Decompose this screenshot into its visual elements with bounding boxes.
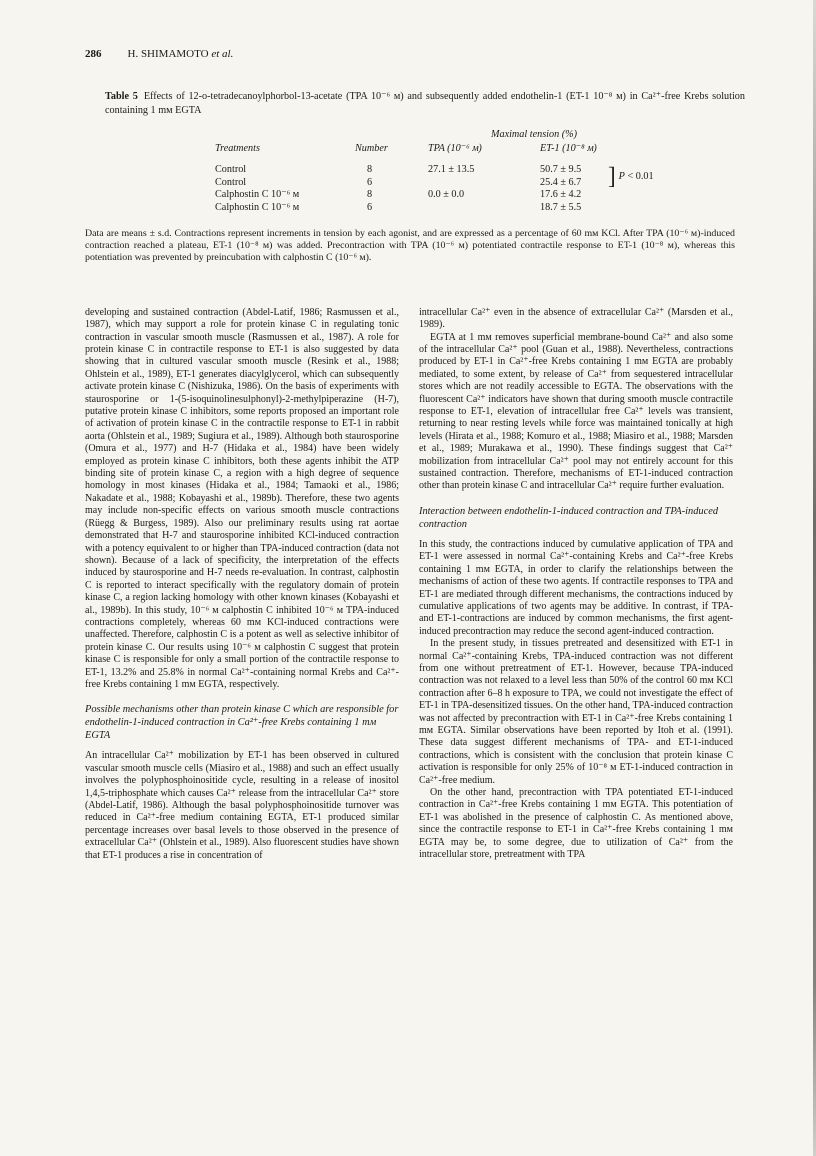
- significance-bracket: ]: [608, 162, 616, 189]
- page-content: [85, 48, 745, 862]
- cell-treatment: Control: [215, 164, 247, 176]
- cell-treatment: Calphostin C 10⁻⁶ ᴍ: [215, 189, 300, 201]
- author-name: H. SHIMAMOTO: [127, 48, 209, 60]
- table-caption: [105, 90, 745, 117]
- section-heading: Interaction between endothelin-1-induced contraction and TPA-induced contraction: [419, 505, 719, 530]
- cell-number: 6: [367, 176, 373, 188]
- cell-tpa: 27.1 ± 13.5: [428, 164, 475, 176]
- table-row: [215, 189, 745, 202]
- cell-number: 6: [367, 201, 373, 213]
- group-header-label: Maximal tension (%): [490, 129, 577, 141]
- table-row: [215, 202, 745, 215]
- running-authors: [128, 48, 234, 60]
- table-row: [215, 164, 745, 177]
- p-value: < 0.01: [624, 170, 654, 182]
- table-footnote: Data are means ± s.d. Contractions represent increments in tension by each agonist, and are expressed as a percentage of 60 mᴍ KCl. After TPA (10⁻⁶ ᴍ)-induced contraction reached a plateau, ET-1 (10⁻⁸ ᴍ) was added. Precontraction with TPA (10⁻⁶ ᴍ) potentiated contractile response to ET-1 (10⁻⁸ ᴍ), whereas this potentiation was prevented by preincubation with calphostin C (10⁻⁶ ᴍ).: [85, 227, 735, 264]
- col-header-et1: ET-1 (10⁻⁸ ᴍ): [540, 143, 597, 155]
- body-columns: [85, 307, 733, 862]
- cell-et1: 25.4 ± 6.7: [540, 176, 582, 188]
- cell-et1: 50.7 ± 9.5: [540, 164, 582, 176]
- body-paragraph: In the present study, in tissues pretreated and desensitized with ET-1 in normal Ca²⁺-containing Krebs, TPA-induced contraction was not different from one without pretreatment of ET-1. However, because TPA-induced contraction was not relaxed to a level less than 50% of the control 60 mᴍ KCl contraction after 6–8 h exposure to TPA, we could not investigate the effect of ET-1 in TPA-desensitized tissues. On the other hand, TPA-induced contraction was not affected by precontraction with ET-1 in Ca²⁺-free Krebs containing 1 mᴍ EGTA. Similar observations have been reported by Itoh et al. (1991). These data suggest different mechanisms of TPA- and ET-1-induced contractions, which is consistent with the conclusion that protein kinase C activation is responsible for only 25% of 10⁻⁸ ᴍ ET-1-induced contraction in Ca²⁺-free medium.: [419, 638, 733, 786]
- cell-et1: 18.7 ± 5.5: [540, 201, 582, 213]
- table-row: [215, 177, 745, 190]
- body-paragraph: developing and sustained contraction (Abdel-Latif, 1986; Rasmussen et al., 1987), which may support a role for protein kinase C in regulating tonic contraction in vascular smooth muscle (Rasmussen et al., 1987). A role for protein kinase C in contractile response to ET-1 is also suggested by data showing that in cultured vascular smooth muscle (Resink et al., 1988; Ohlstein et al., 1989), ET-1 generates diacylglycerol, which can subsequently activate protein kinase C (Nishizuka, 1986). On the basis of experiments with staurosporine or 1-(5-isoquinolinesulphonyl)-2-methylpiperazine (H-7), putative protein kinase C inhibitors, some reports proposed an important role of activation of protein kinase C in the contractile response to ET-1 in rabbit aorta (Ohlstein et al., 1989; Sugiura et al., 1989). Although both staurosporine (Omura et al., 1977) and H-7 (Hidaka et al., 1984) have been widely employed as protein kinase C inhibitors, both these agents inhibit the ATP binding site of protein kinase C, a region with a high degree of sequence homology in most kinases (Hidaka et al., 1984; Tamaoki et al., 1986; Nakadate et al., 1988; Kobayashi et al., 1989b). Therefore, these two agents may include non-specific effects on various smooth muscle contractions (Rüegg & Burgess, 1989). Also our preliminary results using rat aortae demonstrated that H-7 and staurosporine inhibited KCl-induced contraction with a potency equivalent to or higher than TPA-induced contraction (data not shown). Because of a lack of specificity, the interpretation of the effects induced by staurosporine and H-7 needs re-evaluation. In contrast, calphostin C is reported to interact specifically with the regulatory domain of protein kinase C, a region lacking homology with other known kinases (Kobayashi et al., 1989b). In this study, 10⁻⁶ ᴍ calphostin C inhibited 10⁻⁶ ᴍ TPA-induced contractions completely, whereas 60 mᴍ KCl-induced contractions were unaffected. Therefore, calphostin C is a potent as well as selective inhibitor of protein kinase C. Our results using 10⁻⁶ ᴍ calphostin C suggest that protein kinase C is responsible for only a small portion of the contractile response to ET-1, 13.2% and 25.8% in normal Ca²⁺-containing normal Krebs and Ca²⁺-free Krebs containing 1 mᴍ EGTA, respectively.: [85, 306, 399, 690]
- col-header-tpa: TPA (10⁻⁶ ᴍ): [428, 143, 482, 155]
- running-head: [85, 48, 733, 60]
- body-paragraph: On the other hand, precontraction with TPA potentiated ET-1-induced contraction in Ca²⁺-free Krebs containing 1 mᴍ EGTA. This potentiation of ET-1 was abolished in the presence of calphostin C. As mentioned above, since the contractile response to ET-1 in Ca²⁺-free Krebs containing 1 mᴍ EGTA may be, to some degree, due to utilization of Ca²⁺ from the intracellular store, pretreatment with TPA: [419, 787, 733, 861]
- page-number: 286: [85, 48, 102, 60]
- body-paragraph: intracellular Ca²⁺ even in the absence of extracellular Ca²⁺ (Marsden et al., 1989).: [419, 306, 733, 331]
- body-paragraph: EGTA at 1 mᴍ removes superficial membrane-bound Ca²⁺ and also some of the intracellular Ca²⁺ pool (Guan et al., 1988). Nevertheless, contractions produced by ET-1 in Ca²⁺-free Krebs containing 1 mᴍ EGTA are probably mediated, to some extent, by release of Ca²⁺ from sequestered intracellular stores which are not readily accessible to EGTA. The observations with the fluorescent Ca²⁺ indicators have shown that during smooth muscle contractile response to ET-1, elevation of intracellular free Ca²⁺ levels was transient, returning to near resting levels while force was maintained tonically at high levels (Hirata et al., 1988; Komuro et al., 1988; Miasiro et al., 1988; Marsden et al., 1989; Murakawa et al., 1990). These findings suggest that Ca²⁺ mobilization from intracellular Ca²⁺ pool may not entirely account for this sustained contraction. Therefore, mechanisms of ET-1-induced contraction other than protein kinase C and intracellular Ca²⁺ require further evaluation.: [419, 331, 733, 492]
- left-column: [85, 307, 399, 862]
- cell-treatment: Control: [215, 176, 247, 188]
- table-label: Table 5: [105, 91, 138, 102]
- cell-tpa: 0.0 ± 0.0: [428, 189, 465, 201]
- table-header-row: [215, 142, 745, 155]
- cell-treatment: Calphostin C 10⁻⁶ ᴍ: [215, 201, 300, 213]
- col-header-number: Number: [355, 143, 388, 155]
- table-5-block: [85, 90, 745, 265]
- right-column: [419, 307, 733, 862]
- col-header-treatments: Treatments: [215, 143, 260, 155]
- body-paragraph: An intracellular Ca²⁺ mobilization by ET-1 has been observed in cultured vascular smooth muscle cells (Miasiro et al., 1988) and such an effect usually involves the polyphosphoinositide cycle, resulting in a release of inositol 1,4,5-triphosphate which causes Ca²⁺ release from the intracellular Ca²⁺ store (Abdel-Latif, 1986). Although the basal polyphosphoinositide turnover was reduced in Ca²⁺-free medium containing EGTA, ET-1 produced similar percentage increases over basal levels to those observed in the presence of extracellular Ca²⁺ (Ohlstein et al., 1989). Also fluorescent studies have shown that ET-1 produces a rise in concentration of: [85, 750, 399, 861]
- table-body: [215, 128, 745, 214]
- table-caption-text: Effects of 12-o-tetradecanoylphorbol-13-acetate (TPA 10⁻⁶ ᴍ) and subsequently added endothelin-1 (ET-1 10⁻⁸ ᴍ) in Ca²⁺-free Krebs solution containing 1 mᴍ EGTA: [105, 91, 745, 116]
- cell-et1: 17.6 ± 4.2: [540, 189, 582, 201]
- significance-annotation: [608, 162, 654, 190]
- etal-text: et al.: [211, 48, 234, 60]
- significance-label: [619, 171, 654, 182]
- cell-number: 8: [367, 164, 373, 176]
- section-heading: Possible mechanisms other than protein kinase C which are responsible for endothelin-1-induced contraction in Ca²⁺-free Krebs containing 1 mᴍ EGTA: [85, 704, 399, 742]
- p-symbol: P: [618, 170, 625, 182]
- table-rows: [215, 164, 745, 214]
- cell-tpa: [428, 177, 540, 190]
- table-group-header: [428, 128, 640, 141]
- cell-tpa: [428, 202, 540, 215]
- body-paragraph: In this study, the contractions induced by cumulative application of TPA and ET-1 were assessed in normal Ca²⁺-containing Krebs and Ca²⁺-free Krebs containing 1 mᴍ EGTA, in order to clarify the relationships between the mechanisms of action of these two agents. If contractile responses to TPA and ET-1 are mediated through different mechanisms, the contractions induced by cumulative applications of two agents may be additive. In contrast, if TPA- and ET-1-contractions are induced by common mechanisms, the first agent-induced precontraction may reduce the second agent-induced contraction.: [419, 538, 733, 637]
- cell-number: 8: [367, 189, 373, 201]
